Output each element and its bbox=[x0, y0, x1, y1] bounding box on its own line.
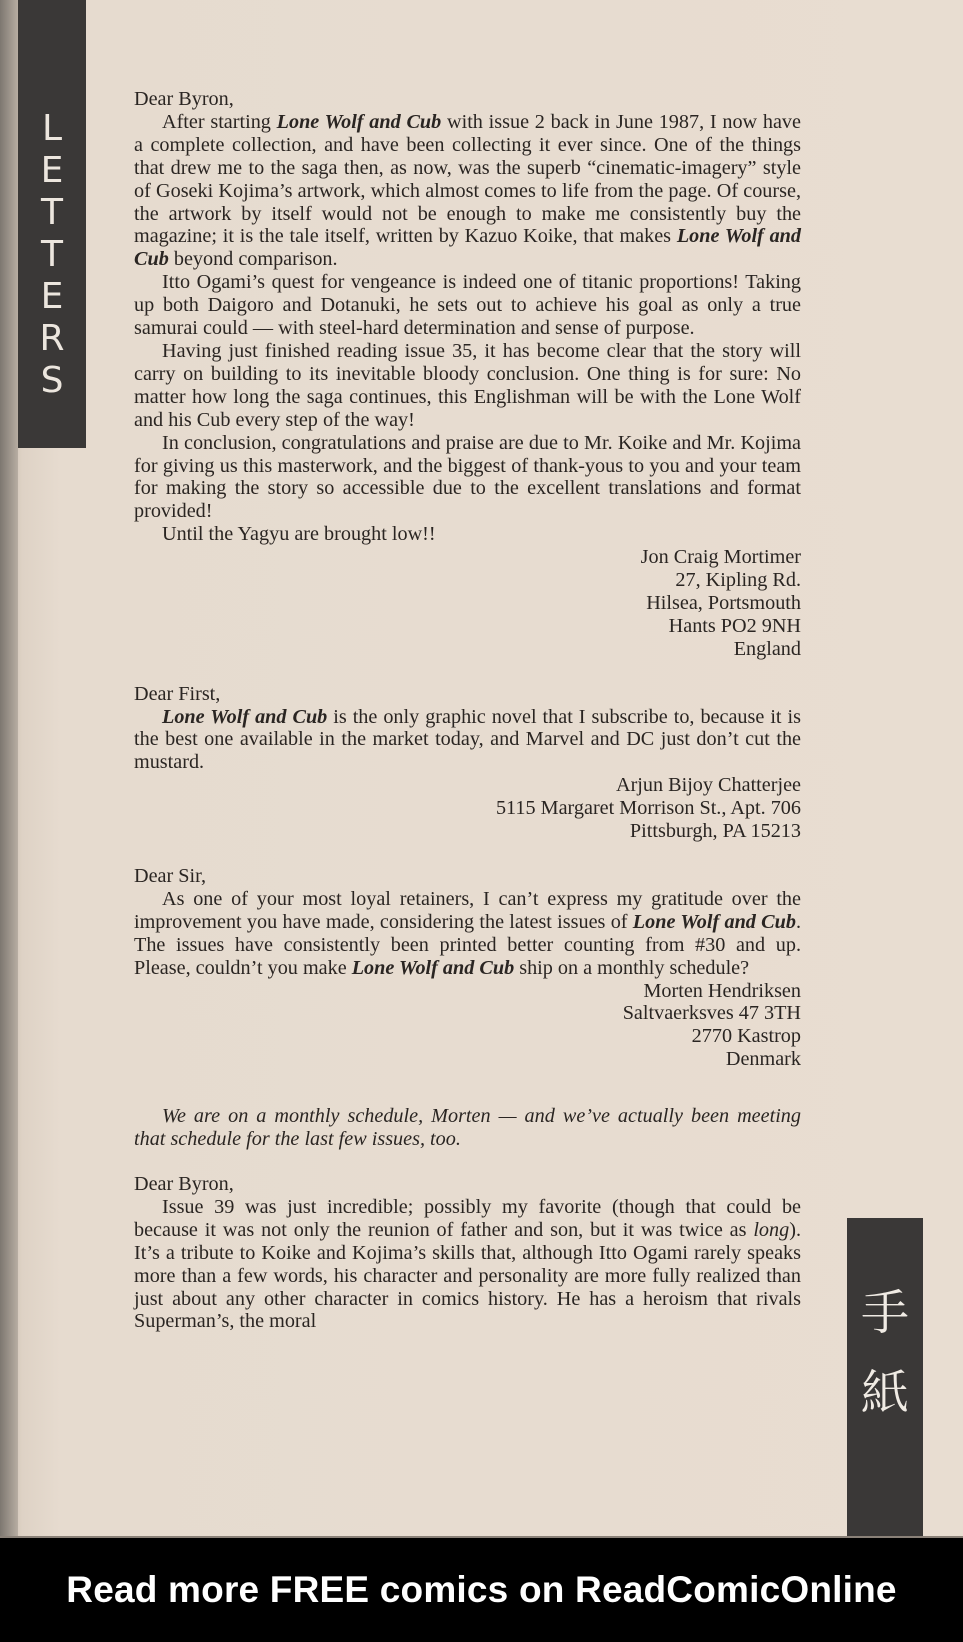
paragraph-text: Issue 39 was just incredible; possibly my favorite (though that could be because it was not only the reunion of father and son, but it was twice as bbox=[134, 1195, 801, 1241]
signature-line: Morten Hendriksen bbox=[643, 979, 801, 1002]
signature-line: 27, Kipling Rd. bbox=[675, 569, 801, 592]
letter-paragraph bbox=[134, 340, 801, 432]
letter bbox=[134, 1173, 801, 1333]
kanji-char: 紙 bbox=[860, 1365, 909, 1421]
signature-line: Pittsburgh, PA 15213 bbox=[629, 820, 801, 843]
letter-signature bbox=[134, 774, 801, 843]
publication-title: Lone Wolf and Cub bbox=[632, 910, 796, 933]
letter-salutation: Dear First, bbox=[134, 682, 221, 705]
paragraph-text: ). It’s a tribute to Koike and Kojima’s skills that, although Itto Ogami rarely speaks more than a few words, his character and personality are more fully realized than just about any other character in comics history. He has a heroism that rivals Superman’s, the moral bbox=[134, 1218, 801, 1333]
letters-tab-char: R bbox=[39, 318, 65, 359]
letter-paragraph bbox=[134, 432, 801, 524]
kanji-side-tab bbox=[847, 1218, 923, 1538]
signature-line: Arjun Bijoy Chatterjee bbox=[615, 774, 801, 797]
signature-line: Saltvaerksves 47 3TH bbox=[622, 1002, 801, 1025]
letter-salutation: Dear Sir, bbox=[134, 865, 207, 887]
binding-shadow bbox=[0, 0, 18, 1538]
paragraph-text: Until the Yagyu are brought low!! bbox=[162, 523, 436, 546]
letter-spacer bbox=[134, 843, 801, 865]
letter bbox=[134, 88, 801, 661]
letters-side-tab bbox=[18, 0, 86, 448]
signature-line: Denmark bbox=[725, 1048, 801, 1071]
letters-column bbox=[134, 88, 801, 1333]
paragraph-text: is the only graphic novel that I subscribe to, because it is the best one available in the market today, and Marvel and DC just don’t cut the mustard. bbox=[134, 705, 801, 774]
letters-tab-char: T bbox=[41, 192, 63, 233]
letter-spacer bbox=[134, 661, 801, 683]
paragraph-text: ship on a monthly schedule? bbox=[514, 956, 750, 979]
reply-spacer bbox=[134, 1071, 801, 1105]
signature-line: 2770 Kastrop bbox=[691, 1025, 801, 1048]
letter bbox=[134, 683, 801, 843]
paragraph-text: with issue 2 back in June 1987, I now have a complete collection, and have been collecting it ever since. One of the things that drew me to the saga then, as now, was the superb “cinematic-imagery” style of Goseki Kojima’s artwork, which almost comes to life from the page. Of course, the artwork by itself would not be enough to make me consistently buy the magazine; it is the tale itself, written by Kazuo Koike, that makes bbox=[134, 110, 801, 248]
letters-tab-char: S bbox=[40, 360, 64, 401]
paragraph-text: As one of your most loyal retainers, I can’t express my gratitude over the improvement you have made, considering the latest issues of bbox=[134, 887, 801, 933]
letter-paragraph bbox=[134, 523, 801, 546]
signature-line: Hants PO2 9NH bbox=[668, 614, 801, 637]
paragraph-text: After starting bbox=[162, 110, 277, 133]
letter-paragraph bbox=[134, 1196, 801, 1333]
paragraph-text: Having just finished reading issue 35, it has become clear that the story will carry on building to its inevitable bloody conclusion. One thing is for sure: No matter how long the saga continues, this Englishman will be with the Lone Wolf and his Cub every step of the way! bbox=[134, 339, 801, 431]
letters-tab-char: T bbox=[41, 234, 63, 275]
promo-banner-text[interactable]: Read more FREE comics on ReadComicOnline bbox=[66, 1569, 897, 1610]
paragraph-text: . The issues have consistently been printed better counting from #30 and up. Please, couldn’t you make bbox=[134, 910, 801, 979]
paragraph-text: In conclusion, congratulations and praise are due to Mr. Koike and Mr. Kojima for giving us this masterwork, and the biggest of thank-yous to you and your team for making the story so accessible due to the excellent translations and format provided! bbox=[134, 431, 801, 523]
paragraph-text: Itto Ogami’s quest for vengeance is indeed one of titanic proportions! Taking up both Daigoro and Dotanuki, he sets out to achieve his goal as only a true samurai could — with steel-hard determination and sense of purpose. bbox=[134, 271, 801, 340]
editor-reply: We are on a monthly schedule, Morten — and we’ve actually been meeting that schedule for the last few issues, too. bbox=[134, 1105, 801, 1151]
letters-tab-char: E bbox=[40, 276, 64, 317]
letter-paragraph bbox=[134, 706, 801, 775]
kanji-char: 手 bbox=[860, 1285, 909, 1341]
signature-line: Hilsea, Portsmouth bbox=[646, 591, 801, 614]
letter bbox=[134, 865, 801, 1151]
letter-salutation: Dear Byron, bbox=[134, 1172, 234, 1195]
emphasis-text: long bbox=[753, 1218, 790, 1241]
paragraph-text: beyond comparison. bbox=[168, 248, 338, 271]
letters-tab-char: E bbox=[40, 150, 64, 191]
publication-title: Lone Wolf and Cub bbox=[351, 956, 515, 979]
publication-title: Lone Wolf and Cub bbox=[134, 225, 802, 271]
publication-title: Lone Wolf and Cub bbox=[162, 705, 328, 728]
publication-title: Lone Wolf and Cub bbox=[276, 110, 442, 133]
signature-line: Jon Craig Mortimer bbox=[640, 546, 801, 569]
letter-signature bbox=[134, 546, 801, 661]
signature-line: 5115 Margaret Morrison St., Apt. 706 bbox=[495, 797, 801, 820]
letter-paragraph bbox=[134, 271, 801, 340]
letter-paragraph bbox=[134, 111, 801, 271]
letter-salutation: Dear Byron, bbox=[134, 88, 234, 110]
promo-banner[interactable] bbox=[0, 1538, 963, 1642]
letters-tab-char: L bbox=[41, 108, 63, 149]
letter-spacer bbox=[134, 1151, 801, 1173]
letter-paragraph bbox=[134, 888, 801, 980]
letter-signature bbox=[134, 980, 801, 1072]
signature-line: England bbox=[733, 637, 801, 660]
